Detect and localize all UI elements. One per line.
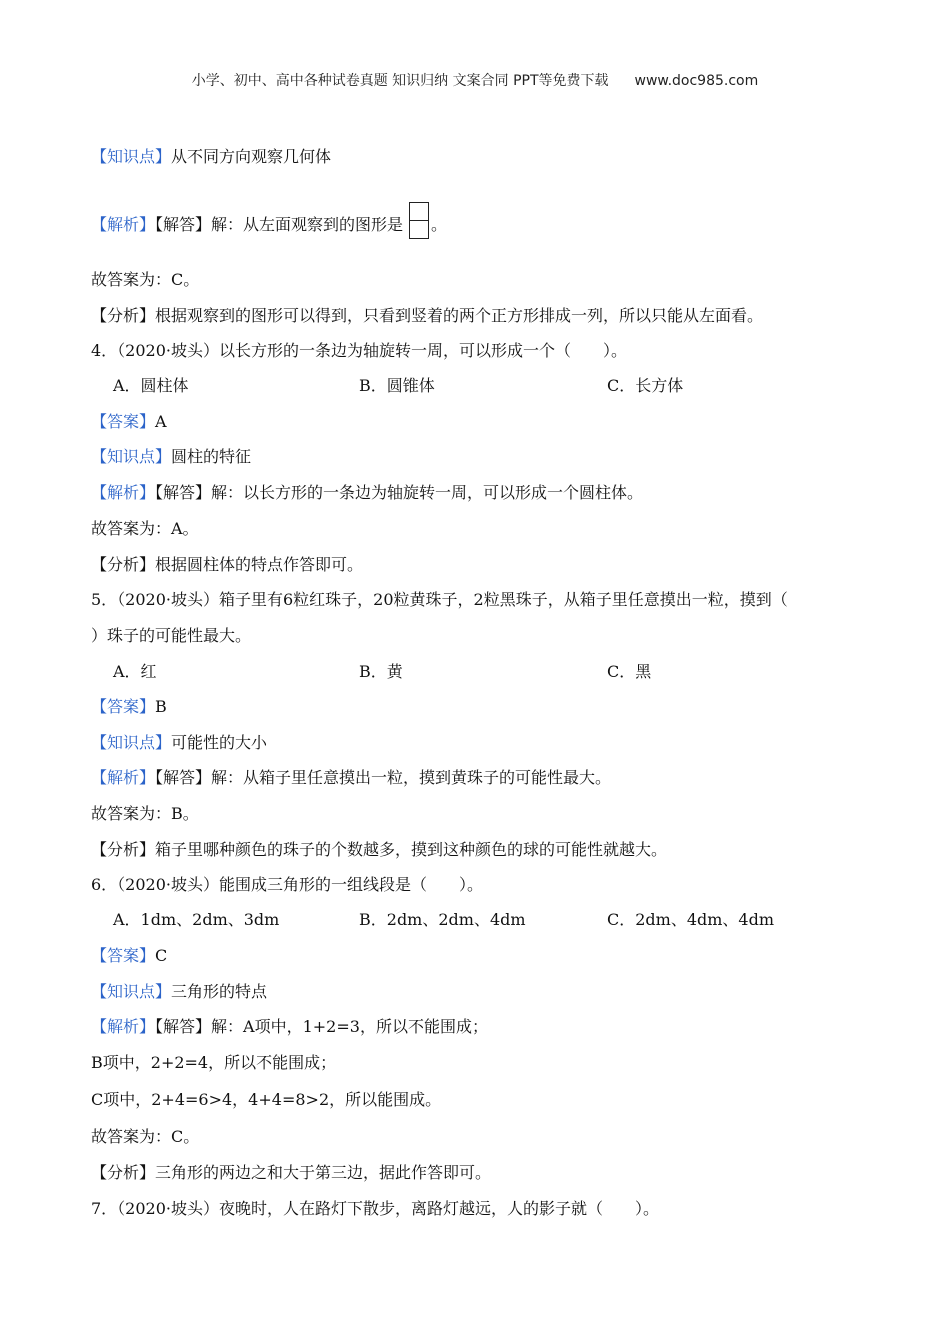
q5-answer: 【答案】B — [91, 697, 167, 716]
q4-option-b: B．圆锥体 — [359, 376, 435, 395]
q4-option-c: C．长方体 — [607, 376, 684, 395]
q3-final: 故答案为：C。 — [91, 270, 200, 289]
q5-knowledge: 【知识点】可能性的大小 — [91, 733, 268, 752]
q5-final: 故答案为：B。 — [91, 804, 199, 823]
q6-analysis: 【解析】【解答】解：A项中，1+2=3，所以不能围成； — [91, 1017, 488, 1036]
q6-stem: 6．（2020·坡头）能围成三角形的一组线段是（ ）。 — [91, 875, 483, 894]
two-stacked-squares-icon — [409, 202, 429, 238]
q4-knowledge: 【知识点】圆柱的特征 — [91, 447, 252, 466]
q6-knowledge: 【知识点】三角形的特点 — [91, 982, 268, 1001]
q6-analysis-b: B项中，2+2=4，所以不能围成； — [91, 1053, 337, 1072]
q4-final: 故答案为：A。 — [91, 519, 199, 538]
q5-analysis: 【解析】【解答】解：从箱子里任意摸出一粒，摸到黄珠子的可能性最大。 — [91, 768, 612, 787]
page-header — [0, 70, 950, 90]
q3-knowledge: 【知识点】从不同方向观察几何体 — [91, 147, 332, 166]
q6-final: 故答案为：C。 — [91, 1127, 200, 1146]
q4-analysis: 【解析】【解答】解：以长方形的一条边为轴旋转一周，可以形成一个圆柱体。 — [91, 483, 644, 502]
q6-option-b: B．2dm、2dm、4dm — [359, 910, 526, 929]
q5-option-c: C．黑 — [607, 662, 652, 681]
q4-comment: 【分析】根据圆柱体的特点作答即可。 — [91, 555, 364, 574]
q4-stem: 4．（2020·坡头）以长方形的一条边为轴旋转一周，可以形成一个（ ）。 — [91, 341, 627, 360]
q5-option-b: B．黄 — [359, 662, 403, 681]
q6-analysis-c: C项中，2+4=6>4，4+4=8>2，所以能围成。 — [91, 1090, 442, 1109]
q4-answer: 【答案】A — [91, 412, 167, 431]
header-text: 小学、初中、高中各种试卷真题 知识归纳 文案合同 PPT等免费下载 — [191, 73, 609, 89]
q3-analysis: 【解析】【解答】解：从左面观察到的图形是 。 — [91, 202, 447, 238]
q5-comment: 【分析】箱子里哪种颜色的珠子的个数越多，摸到这种颜色的球的可能性就越大。 — [91, 840, 668, 859]
q6-option-a: A．1dm、2dm、3dm — [113, 910, 280, 929]
q7-stem: 7．（2020·坡头）夜晚时，人在路灯下散步，离路灯越远，人的影子就（ ）。 — [91, 1199, 659, 1218]
q6-comment: 【分析】三角形的两边之和大于第三边，据此作答即可。 — [91, 1163, 492, 1182]
header-site: www.doc985.com — [634, 73, 759, 89]
q6-option-c: C．2dm、4dm、4dm — [607, 910, 775, 929]
q4-option-a: A．圆柱体 — [113, 376, 189, 395]
q5-option-a: A．红 — [113, 662, 157, 681]
q5-stem-line1: 5．（2020·坡头）箱子里有6粒红珠子，20粒黄珠子，2粒黑珠子，从箱子里任意摸出一粒，摸到（ — [91, 590, 788, 609]
q5-stem-line2: ）珠子的可能性最大。 — [91, 626, 252, 645]
q6-answer: 【答案】C — [91, 946, 168, 965]
q3-comment: 【分析】根据观察到的图形可以得到，只看到竖着的两个正方形排成一列，所以只能从左面看。 — [91, 306, 764, 325]
